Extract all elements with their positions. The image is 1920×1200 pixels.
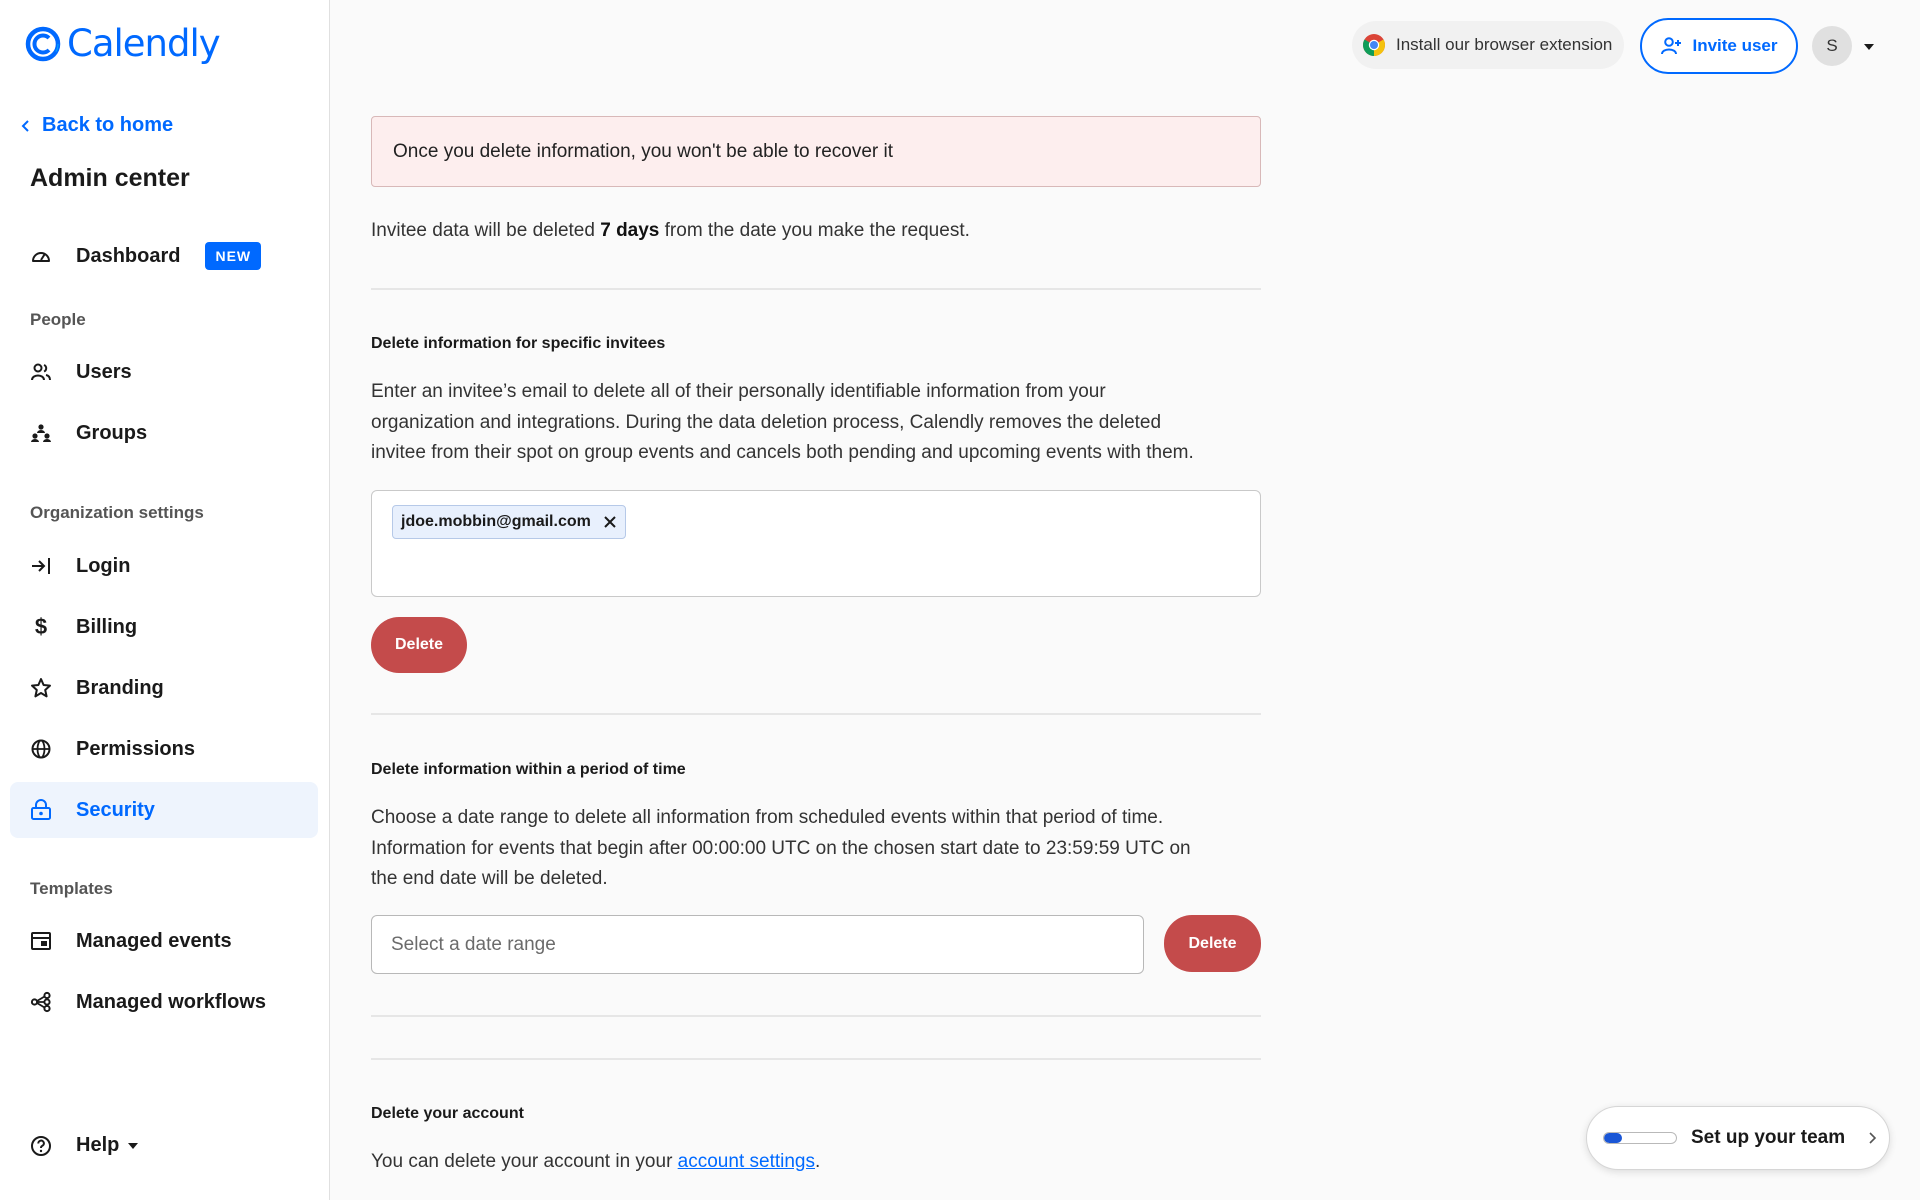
- description-line: Choose a date range to delete all information from scheduled events within that period of time.: [371, 807, 1164, 828]
- workflow-icon: [30, 991, 52, 1013]
- users-icon: [30, 361, 52, 383]
- sidebar-item-groups[interactable]: [10, 405, 318, 461]
- dollar-icon: $: [34, 614, 48, 639]
- retention-notice: [371, 216, 970, 247]
- logo-wordmark: Calendly: [67, 22, 220, 65]
- description-line: the end date will be deleted.: [371, 868, 608, 889]
- divider: [371, 1058, 1261, 1060]
- section-label-people: People: [30, 310, 86, 329]
- avatar[interactable]: S: [1812, 26, 1852, 66]
- calendly-logo[interactable]: [25, 22, 220, 65]
- groups-icon: [30, 422, 52, 444]
- help-circle-icon: [30, 1135, 52, 1157]
- sidebar-item-login[interactable]: [10, 538, 318, 594]
- sidebar-item-label: Branding: [76, 676, 164, 699]
- install-extension-label: Install our browser extension: [1396, 35, 1613, 54]
- description-line: Information for events that begin after 00:00:00 UTC on the chosen start date to 23:59:59 UTC on: [371, 837, 1191, 859]
- install-extension-button[interactable]: [1352, 21, 1624, 69]
- sidebar-item-label: Security: [76, 798, 155, 821]
- sidebar-item-label: Permissions: [76, 737, 195, 760]
- invite-user-label: Invite user: [1692, 36, 1778, 55]
- sidebar-item-label: Users: [76, 360, 132, 383]
- page-title: Admin center: [30, 164, 190, 192]
- divider: [371, 713, 1261, 715]
- help-menu[interactable]: [30, 1134, 139, 1157]
- delete-period-button[interactable]: Delete: [1164, 915, 1261, 972]
- warning-text: Once you delete information, you won't be able to recover it: [393, 140, 894, 162]
- description-line: organization and integrations. During the data deletion process, Calendly removes the deleted: [371, 411, 1162, 433]
- description-line: invitee from their spot on group events and cancels both pending and upcoming events with them.: [371, 442, 1194, 463]
- gauge-icon: [30, 245, 52, 267]
- sidebar-item-dashboard[interactable]: [10, 228, 318, 284]
- email-chip: [392, 505, 626, 539]
- invitee-email-input[interactable]: [371, 490, 1261, 597]
- chevron-right-icon: [1867, 1131, 1877, 1145]
- retention-days: 7 days: [600, 220, 660, 241]
- sidebar: [0, 0, 330, 1200]
- delete-invitee-button[interactable]: Delete: [371, 617, 467, 673]
- sidebar-item-managed-workflows[interactable]: [10, 974, 318, 1030]
- divider: [371, 288, 1261, 290]
- sidebar-item-label: Managed workflows: [76, 990, 267, 1013]
- delete-account-text: [371, 1147, 820, 1178]
- back-to-home-link[interactable]: [20, 114, 173, 137]
- lock-icon: [30, 799, 52, 821]
- section-label-org-settings: Organization settings: [30, 503, 204, 522]
- globe-icon: [30, 738, 52, 760]
- sidebar-item-label: Groups: [76, 421, 148, 444]
- close-icon[interactable]: [603, 515, 617, 529]
- account-settings-link[interactable]: account settings: [677, 1151, 815, 1172]
- description-line: Enter an invitee’s email to delete all of their personally identifiable information from your: [371, 381, 1106, 402]
- retention-prefix: Invitee data will be deleted: [371, 220, 601, 241]
- warning-banner: [371, 116, 1261, 187]
- back-to-home-label: Back to home: [42, 114, 174, 136]
- sidebar-item-branding[interactable]: [10, 660, 318, 716]
- invite-user-button[interactable]: [1640, 18, 1798, 74]
- sidebar-item-label: Managed events: [76, 929, 232, 952]
- sidebar-item-managed-events[interactable]: [10, 913, 318, 969]
- section-title-period: Delete information within a period of time: [371, 761, 686, 778]
- sidebar-item-label: Login: [76, 554, 131, 577]
- retention-suffix: from the date you make the request.: [659, 220, 970, 241]
- new-badge: NEW: [205, 242, 261, 270]
- section-label-templates: Templates: [30, 879, 113, 898]
- setup-progress-bar: [1603, 1132, 1677, 1144]
- sidebar-item-users[interactable]: [10, 344, 318, 400]
- help-label: [76, 1134, 139, 1157]
- setup-team-label: Set up your team: [1691, 1127, 1846, 1148]
- section-title-specific-invitees: Delete information for specific invitees: [371, 335, 666, 352]
- setup-progress-fill: [1604, 1133, 1622, 1143]
- help-text: Help: [76, 1134, 120, 1156]
- login-icon: [30, 555, 52, 577]
- caret-down-icon: [127, 1142, 139, 1150]
- email-chip-label: jdoe.mobbin@gmail.com: [401, 513, 591, 530]
- star-icon: [30, 677, 52, 699]
- caret-down-icon[interactable]: [1862, 40, 1876, 54]
- sidebar-item-permissions[interactable]: [10, 721, 318, 777]
- calendly-logo-icon: [25, 26, 61, 62]
- divider: [371, 1015, 1261, 1017]
- date-range-input[interactable]: [371, 915, 1144, 974]
- specific-invitees-description: [371, 377, 1194, 469]
- account-prefix: You can delete your account in your: [371, 1151, 678, 1172]
- calendar-icon: [30, 930, 52, 952]
- sidebar-item-label: Dashboard: [76, 244, 181, 267]
- sidebar-item-billing[interactable]: [10, 599, 318, 655]
- sidebar-item-label: Billing: [76, 615, 138, 638]
- setup-team-button[interactable]: [1586, 1106, 1890, 1170]
- account-suffix: .: [814, 1151, 821, 1172]
- section-title-delete-account: Delete your account: [371, 1105, 524, 1122]
- chrome-icon: [1362, 33, 1386, 57]
- sidebar-item-security[interactable]: [10, 782, 318, 838]
- period-description: [371, 803, 1191, 895]
- chevron-left-icon: [20, 119, 32, 133]
- add-user-icon: [1660, 35, 1682, 57]
